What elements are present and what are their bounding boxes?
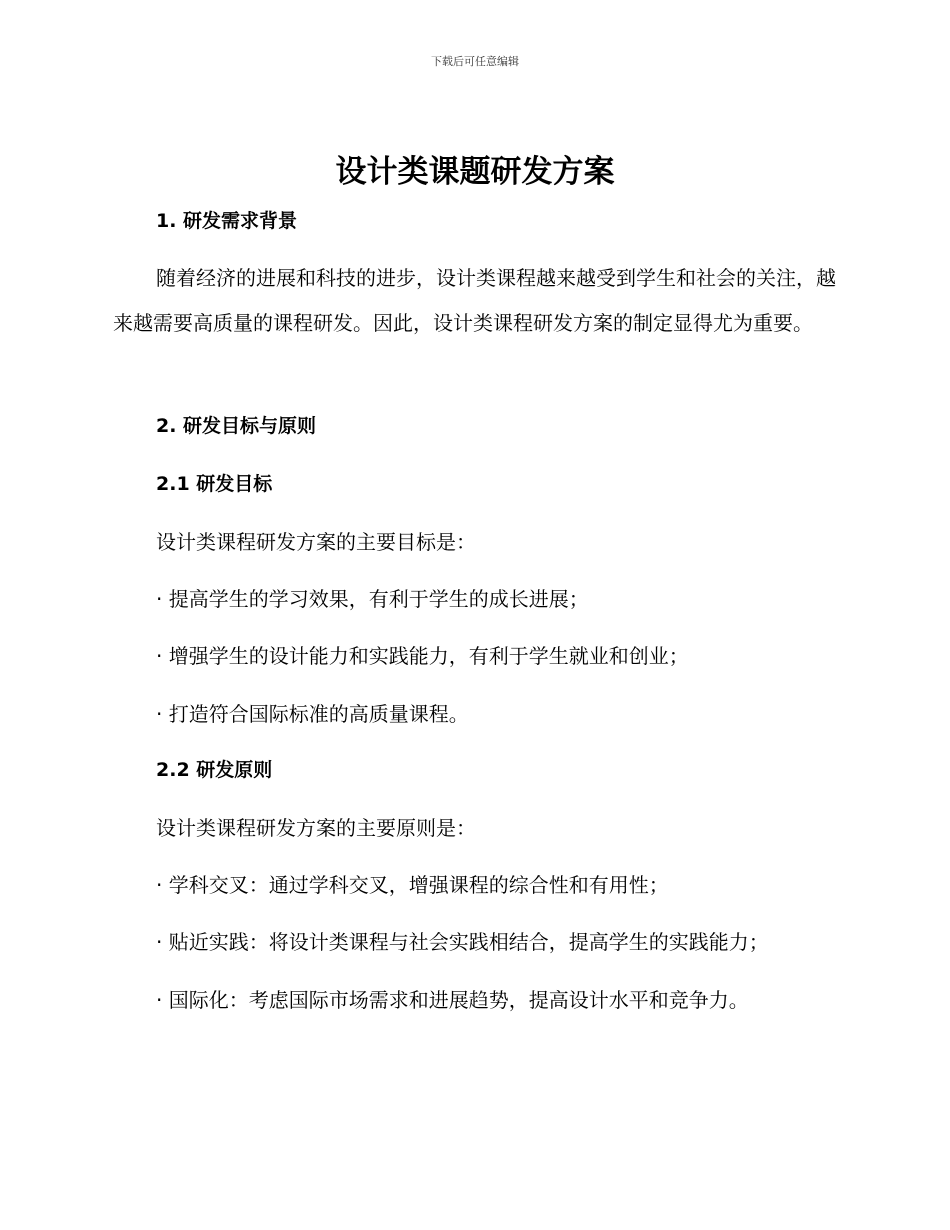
section-heading-goals-principles: 2. 研发目标与原则 xyxy=(156,415,317,437)
goal-item: · 打造符合国际标准的高质量课程。 xyxy=(156,702,469,726)
background-paragraph: 随着经济的进展和科技的进步，设计类课程越来越受到学生和社会的关注，越来越需要高质量的课程研发。因此，设计类课程研发方案的制定显得尤为重要。 xyxy=(113,266,836,335)
principle-item: · 国际化：考虑国际市场需求和进展趋势，提高设计水平和竞争力。 xyxy=(156,988,749,1012)
goal-item: · 增强学生的设计能力和实践能力，有利于学生就业和创业； xyxy=(156,644,689,668)
goal-item: · 提高学生的学习效果，有利于学生的成长进展； xyxy=(156,587,589,611)
section-heading-goals: 2.1 研发目标 xyxy=(156,473,273,495)
principle-item: · 学科交叉：通过学科交叉，增强课程的综合性和有用性； xyxy=(156,873,669,897)
section-heading-principles: 2.2 研发原则 xyxy=(156,759,273,781)
header-note: 下载后可任意编辑 xyxy=(431,55,519,68)
principles-intro: 设计类课程研发方案的主要原则是： xyxy=(156,816,476,840)
principle-item: · 贴近实践：将设计类课程与社会实践相结合，提高学生的实践能力； xyxy=(156,930,769,954)
goals-intro: 设计类课程研发方案的主要目标是： xyxy=(156,530,476,554)
document-title: 设计类课题研发方案 xyxy=(335,154,615,190)
section-heading-background: 1. 研发需求背景 xyxy=(156,210,298,232)
